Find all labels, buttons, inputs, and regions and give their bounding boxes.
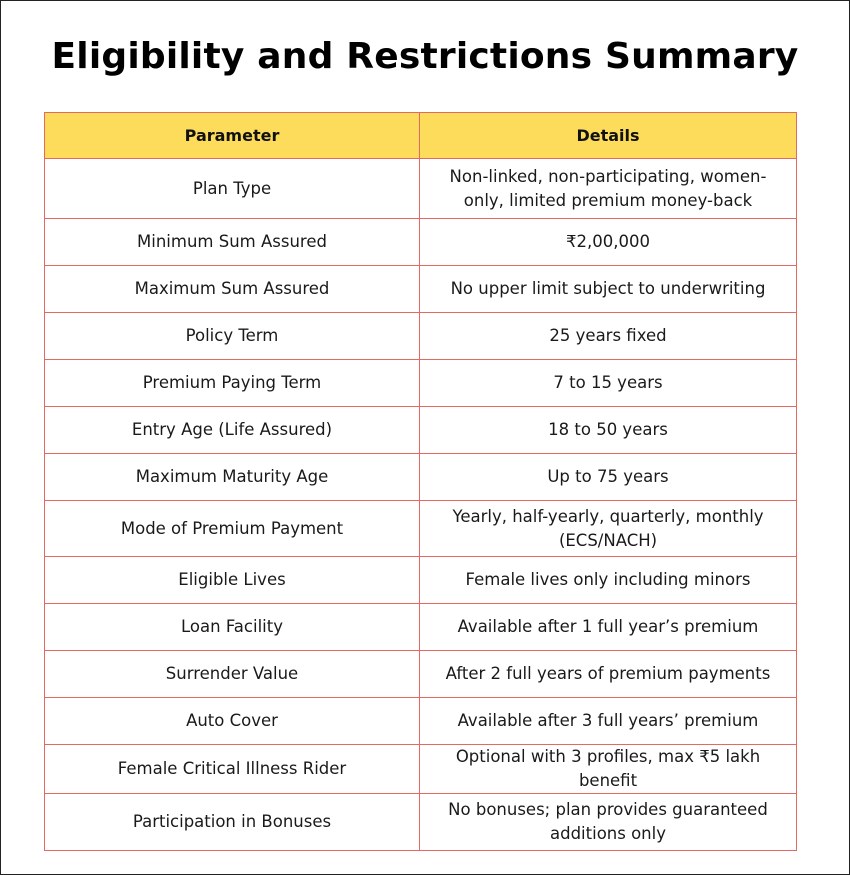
table-row — [45, 557, 797, 604]
parameter-cell: Plan Type — [45, 159, 420, 219]
parameter-cell: Participation in Bonuses — [45, 794, 420, 851]
details-cell: 25 years fixed — [420, 313, 797, 360]
parameter-cell: Maximum Maturity Age — [45, 454, 420, 501]
parameter-cell: Policy Term — [45, 313, 420, 360]
details-cell: 18 to 50 years — [420, 407, 797, 454]
table-row — [45, 159, 797, 219]
table-header-row — [45, 113, 797, 159]
table-row — [45, 454, 797, 501]
table-row — [45, 219, 797, 266]
parameter-cell: Auto Cover — [45, 698, 420, 745]
parameter-cell: Surrender Value — [45, 651, 420, 698]
details-cell: 7 to 15 years — [420, 360, 797, 407]
details-cell: After 2 full years of premium payments — [420, 651, 797, 698]
parameter-cell: Eligible Lives — [45, 557, 420, 604]
details-cell: Up to 75 years — [420, 454, 797, 501]
table-row — [45, 360, 797, 407]
parameter-cell: Entry Age (Life Assured) — [45, 407, 420, 454]
table-row — [45, 651, 797, 698]
details-cell: Available after 1 full year’s premium — [420, 604, 797, 651]
table-row — [45, 698, 797, 745]
parameter-cell: Minimum Sum Assured — [45, 219, 420, 266]
parameter-cell: Loan Facility — [45, 604, 420, 651]
table-row — [45, 501, 797, 557]
table-row — [45, 407, 797, 454]
table-row — [45, 266, 797, 313]
table-row — [45, 604, 797, 651]
column-header-details: Details — [420, 113, 797, 159]
page-title: Eligibility and Restrictions Summary — [51, 36, 799, 77]
details-cell: Yearly, half-yearly, quarterly, monthly (ECS/NACH) — [420, 501, 797, 557]
details-cell: ₹2,00,000 — [420, 219, 797, 266]
summary-table — [44, 112, 797, 851]
details-cell: Available after 3 full years’ premium — [420, 698, 797, 745]
parameter-cell: Maximum Sum Assured — [45, 266, 420, 313]
column-header-parameter: Parameter — [45, 113, 420, 159]
details-cell: No bonuses; plan provides guaranteed additions only — [420, 794, 797, 851]
table-row — [45, 313, 797, 360]
details-cell: Optional with 3 profiles, max ₹5 lakh benefit — [420, 745, 797, 794]
details-cell: Non-linked, non-participating, women-only, limited premium money-back — [420, 159, 797, 219]
parameter-cell: Mode of Premium Payment — [45, 501, 420, 557]
table-row — [45, 794, 797, 851]
parameter-cell: Premium Paying Term — [45, 360, 420, 407]
parameter-cell: Female Critical Illness Rider — [45, 745, 420, 794]
details-cell: No upper limit subject to underwriting — [420, 266, 797, 313]
table-row — [45, 745, 797, 794]
details-cell: Female lives only including minors — [420, 557, 797, 604]
